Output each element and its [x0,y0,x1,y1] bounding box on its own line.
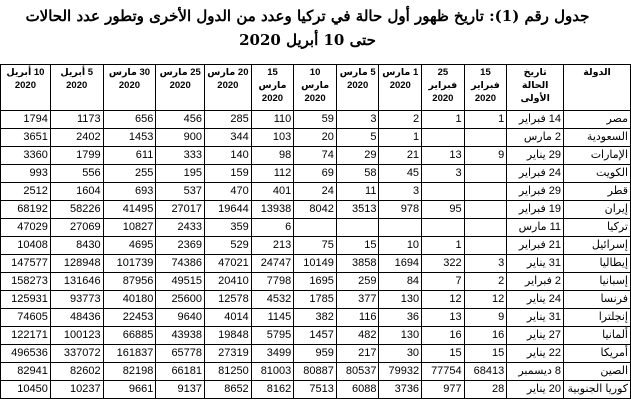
case-count-cell: 7798 [251,273,294,291]
case-count-cell: 131646 [50,273,103,291]
case-count-cell: 103 [251,129,294,147]
case-count-cell: 77754 [422,363,465,381]
case-count-cell: 48436 [50,309,103,327]
case-count-cell: 195 [156,165,205,183]
case-count-cell: 15 [464,345,507,363]
case-count-cell: 74605 [1,309,51,327]
case-count-cell: 344 [205,129,252,147]
case-count-cell: 20410 [205,273,252,291]
case-count-cell: 1 [464,111,507,129]
country-cell: إنجلترا [564,309,631,327]
header-cell: الدولة [564,65,631,111]
case-count-cell: 7 [422,273,465,291]
case-count-cell: 98 [251,147,294,165]
case-count-cell: 12578 [205,291,252,309]
case-count-cell [379,219,422,237]
header-cell: 10 أبريل 2020 [1,65,51,111]
table-row [1,165,631,183]
case-count-cell: 10408 [1,237,51,255]
case-count-cell: 382 [294,309,337,327]
case-count-cell: 556 [50,165,103,183]
case-count-cell: 2369 [156,237,205,255]
country-cell: الإمارات [564,147,631,165]
case-count-cell: 3513 [336,201,379,219]
case-count-cell: 9661 [103,381,156,399]
header-cell: 5 أبريل 2020 [50,65,103,111]
table-row [1,129,631,147]
case-count-cell: 3858 [336,255,379,273]
country-cell: ألمانيا [564,327,631,345]
case-count-cell: 6 [251,219,294,237]
case-count-cell: 3736 [379,381,422,399]
header-cell: 15 مارس 2020 [251,65,294,111]
header-cell: 1 مارس 2020 [379,65,422,111]
case-count-cell: 27069 [50,219,103,237]
case-count-cell: 8430 [50,237,103,255]
case-count-cell: 1173 [50,111,103,129]
case-count-cell: 4695 [103,237,156,255]
table-row [1,291,631,309]
case-count-cell: 3 [336,111,379,129]
case-count-cell: 1604 [50,183,103,201]
case-count-cell: 82941 [1,363,51,381]
case-count-cell: 10149 [294,255,337,273]
case-count-cell: 9640 [156,309,205,327]
header-cell: 10 مارس 2020 [294,65,337,111]
case-count-cell: 333 [156,147,205,165]
case-count-cell: 128948 [50,255,103,273]
case-count-cell: 529 [205,237,252,255]
caption-line-1: جدول رقم (1): تاريخ ظهور أول حالة في تركيا وعدد من الدول الأخرى وتطور عدد الحالات [25,7,590,25]
header-row [1,65,631,111]
table-row [1,345,631,363]
case-count-cell: 84 [379,273,422,291]
case-count-cell: 3360 [1,147,51,165]
case-count-cell: 9137 [156,381,205,399]
case-count-cell: 10 [379,237,422,255]
case-count-cell: 656 [103,111,156,129]
case-count-cell: 977 [422,381,465,399]
case-count-cell [464,165,507,183]
case-count-cell: 22453 [103,309,156,327]
country-cell: أمريكا [564,345,631,363]
case-count-cell [464,129,507,147]
case-count-cell: 147577 [1,255,51,273]
case-count-cell: 10827 [103,219,156,237]
table-row [1,273,631,291]
case-count-cell [464,237,507,255]
case-count-cell: 58226 [50,201,103,219]
header-cell: 30 مارس 2020 [103,65,156,111]
first-case-date-cell: 31 يناير [507,309,564,327]
case-count-cell: 66181 [156,363,205,381]
case-count-cell: 993 [1,165,51,183]
case-count-cell [422,219,465,237]
header-cell: تاريخ الحالة الأولى [507,65,564,111]
case-count-cell: 1794 [1,111,51,129]
case-count-cell: 40180 [103,291,156,309]
case-count-cell: 1785 [294,291,337,309]
case-count-cell: 693 [103,183,156,201]
case-count-cell: 130 [379,291,422,309]
case-count-cell: 29 [336,147,379,165]
first-case-date-cell: 22 يناير [507,345,564,363]
case-count-cell: 1 [379,129,422,147]
table-row [1,381,631,399]
case-count-cell: 5 [336,129,379,147]
case-count-cell [464,219,507,237]
case-count-cell: 8652 [205,381,252,399]
case-count-cell: 10450 [1,381,51,399]
first-case-date-cell: 29 فبراير [507,183,564,201]
case-count-cell: 2402 [50,129,103,147]
case-count-cell: 217 [336,345,379,363]
case-count-cell: 16 [422,327,465,345]
country-cell: قطر [564,183,631,201]
case-count-cell: 7513 [294,381,337,399]
country-cell: كوريا الجنوبية [564,381,631,399]
case-count-cell: 3 [379,183,422,201]
case-count-cell: 2512 [1,183,51,201]
case-count-cell: 978 [379,201,422,219]
case-count-cell: 158273 [1,273,51,291]
case-count-cell: 1457 [294,327,337,345]
table-row [1,147,631,165]
case-count-cell [464,183,507,201]
case-count-cell: 95 [422,201,465,219]
case-count-cell: 13 [422,147,465,165]
case-count-cell: 36 [379,309,422,327]
case-count-cell [422,183,465,201]
case-count-cell: 66885 [103,327,156,345]
first-case-date-cell: 27 يناير [507,327,564,345]
case-count-cell: 611 [103,147,156,165]
country-cell: إسبانيا [564,273,631,291]
case-count-cell: 1694 [379,255,422,273]
case-count-cell: 15 [422,345,465,363]
case-count-cell: 69 [294,165,337,183]
case-count-cell: 24 [294,183,337,201]
table-row [1,111,631,129]
case-count-cell: 68192 [1,201,51,219]
case-count-cell: 28 [464,381,507,399]
case-count-cell: 80537 [336,363,379,381]
case-count-cell: 10237 [50,381,103,399]
case-count-cell: 2433 [156,219,205,237]
case-count-cell: 43938 [156,327,205,345]
case-count-cell: 20 [294,129,337,147]
case-count-cell: 41495 [103,201,156,219]
case-count-cell: 45 [379,165,422,183]
case-count-cell: 30 [379,345,422,363]
case-count-cell: 401 [251,183,294,201]
case-count-cell: 27017 [156,201,205,219]
header-cell: 5 مارس 2020 [336,65,379,111]
case-count-cell: 80887 [294,363,337,381]
case-count-cell: 4532 [251,291,294,309]
case-count-cell: 3651 [1,129,51,147]
case-count-cell: 255 [103,165,156,183]
first-case-date-cell: 21 فبراير [507,237,564,255]
case-count-cell: 21 [379,147,422,165]
header-cell: 25 مارس 2020 [156,65,205,111]
case-count-cell: 81250 [205,363,252,381]
header-cell: 15 فبراير 2020 [464,65,507,111]
case-count-cell: 1695 [294,273,337,291]
case-count-cell: 75 [294,237,337,255]
table-row [1,237,631,255]
case-count-cell: 110 [251,111,294,129]
case-count-cell: 482 [336,327,379,345]
case-count-cell: 377 [336,291,379,309]
case-count-cell: 159 [205,165,252,183]
case-count-cell: 59 [294,111,337,129]
case-count-cell: 8162 [251,381,294,399]
case-count-cell: 1 [422,111,465,129]
case-count-cell: 87956 [103,273,156,291]
first-case-date-cell: 20 يناير [507,381,564,399]
case-count-cell: 337072 [50,345,103,363]
table-caption [0,4,615,52]
case-count-cell: 285 [205,111,252,129]
case-count-cell: 456 [156,111,205,129]
case-count-cell: 15 [336,237,379,255]
case-count-cell: 130 [379,327,422,345]
case-count-cell: 11 [336,183,379,201]
first-case-date-cell: 2 فبراير [507,273,564,291]
case-count-cell: 2 [379,111,422,129]
case-count-cell: 959 [294,345,337,363]
table-row [1,327,631,345]
case-count-cell: 81003 [251,363,294,381]
table-row [1,363,631,381]
case-count-cell: 900 [156,129,205,147]
case-count-cell: 79932 [379,363,422,381]
case-count-cell: 537 [156,183,205,201]
case-count-cell [294,219,337,237]
case-count-cell: 12 [422,291,465,309]
case-count-cell [464,201,507,219]
case-count-cell: 47029 [1,219,51,237]
case-count-cell: 4014 [205,309,252,327]
case-count-cell: 13 [422,309,465,327]
case-count-cell: 213 [251,237,294,255]
first-case-date-cell: 24 يناير [507,291,564,309]
case-count-cell: 2 [464,273,507,291]
country-cell: الصين [564,363,631,381]
country-cell: إيطاليا [564,255,631,273]
case-count-cell: 65778 [156,345,205,363]
case-count-cell: 93773 [50,291,103,309]
first-case-date-cell: 11 مارس [507,219,564,237]
case-count-cell [336,219,379,237]
country-cell: السعودية [564,129,631,147]
first-case-date-cell: 29 يناير [507,147,564,165]
case-count-cell: 25600 [156,291,205,309]
case-count-cell: 24747 [251,255,294,273]
first-case-date-cell: 24 فبراير [507,165,564,183]
case-count-cell: 1 [422,237,465,255]
table-row [1,255,631,273]
cases-table-container [0,64,628,410]
header-cell: 20 مارس 2020 [205,65,252,111]
case-count-cell: 8042 [294,201,337,219]
case-count-cell: 16 [464,327,507,345]
header-cell: 25 فبراير 2020 [422,65,465,111]
case-count-cell: 122171 [1,327,51,345]
table-row [1,201,631,219]
case-count-cell: 112 [251,165,294,183]
case-count-cell: 47021 [205,255,252,273]
case-count-cell: 68413 [464,363,507,381]
first-case-date-cell: 19 فبراير [507,201,564,219]
case-count-cell: 19644 [205,201,252,219]
country-cell: مصر [564,111,631,129]
case-count-cell: 359 [205,219,252,237]
case-count-cell: 9 [464,147,507,165]
cases-table [0,64,631,399]
country-cell: الكويت [564,165,631,183]
case-count-cell: 49515 [156,273,205,291]
case-count-cell: 1453 [103,129,156,147]
case-count-cell: 27319 [205,345,252,363]
first-case-date-cell: 31 يناير [507,255,564,273]
case-count-cell: 161837 [103,345,156,363]
case-count-cell: 82198 [103,363,156,381]
table-row [1,309,631,327]
country-cell: تركيا [564,219,631,237]
case-count-cell: 58 [336,165,379,183]
case-count-cell: 6088 [336,381,379,399]
case-count-cell: 3 [422,165,465,183]
country-cell: إيران [564,201,631,219]
case-count-cell: 470 [205,183,252,201]
case-count-cell: 74386 [156,255,205,273]
case-count-cell: 74 [294,147,337,165]
case-count-cell: 12 [464,291,507,309]
table-row [1,219,631,237]
case-count-cell: 1145 [251,309,294,327]
case-count-cell: 322 [422,255,465,273]
case-count-cell: 1799 [50,147,103,165]
case-count-cell: 82602 [50,363,103,381]
case-count-cell: 125931 [1,291,51,309]
first-case-date-cell: 8 ديسمبر [507,363,564,381]
case-count-cell: 5795 [251,327,294,345]
case-count-cell: 101739 [103,255,156,273]
case-count-cell: 13938 [251,201,294,219]
country-cell: إسرائيل [564,237,631,255]
case-count-cell: 3499 [251,345,294,363]
case-count-cell: 116 [336,309,379,327]
first-case-date-cell: 14 فبراير [507,111,564,129]
country-cell: فرنسا [564,291,631,309]
case-count-cell: 140 [205,147,252,165]
case-count-cell: 19848 [205,327,252,345]
first-case-date-cell: 2 مارس [507,129,564,147]
table-body [1,111,631,399]
caption-line-2: حتى 10 أبريل 2020 [239,31,376,49]
table-row [1,183,631,201]
case-count-cell: 9 [464,309,507,327]
case-count-cell: 259 [336,273,379,291]
case-count-cell [422,129,465,147]
case-count-cell: 100123 [50,327,103,345]
case-count-cell: 3 [464,255,507,273]
case-count-cell: 496536 [1,345,51,363]
